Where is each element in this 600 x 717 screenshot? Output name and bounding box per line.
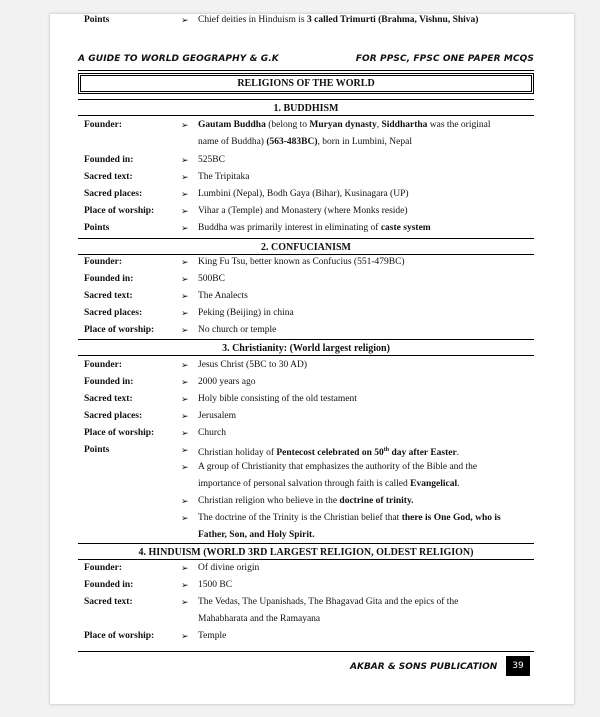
row-value-line: Holy bible consisting of the old testament bbox=[198, 394, 357, 404]
row-label: Sacred places: bbox=[84, 308, 143, 318]
bullet-arrow-icon: ➢ bbox=[181, 462, 189, 472]
row-value-line: King Fu Tsu, better known as Confucius (551-479BC) bbox=[198, 257, 405, 267]
row-value-line: The doctrine of the Trinity is the Christian belief that there is One God, who is bbox=[198, 513, 501, 523]
row-label: Points bbox=[84, 15, 110, 25]
row-value-line: Christian religion who believe in the doctrine of trinity. bbox=[198, 496, 414, 506]
row-value-line: 2000 years ago bbox=[198, 377, 256, 387]
row-value-line: The Analects bbox=[198, 291, 248, 301]
bullet-arrow-icon: ➢ bbox=[181, 580, 189, 590]
row-label: Place of worship: bbox=[84, 206, 155, 216]
row-value-line: No church or temple bbox=[198, 325, 277, 335]
row-label: Sacred text: bbox=[84, 172, 133, 182]
row-value-line: The Tripitaka bbox=[198, 172, 250, 182]
row-label: Founder: bbox=[84, 563, 122, 573]
bullet-arrow-icon: ➢ bbox=[181, 172, 189, 182]
bullet-arrow-icon: ➢ bbox=[181, 189, 189, 199]
bullet-arrow-icon: ➢ bbox=[181, 428, 189, 438]
row-value-line: Christian holiday of Pentecost celebrated on 50th day after Easter. bbox=[198, 447, 460, 459]
header-divider bbox=[78, 70, 534, 71]
row-value-line: The Vedas, The Upanishads, The Bhagavad Gita and the epics of the bbox=[198, 597, 459, 607]
footer-divider bbox=[78, 651, 534, 652]
row-value-line: Lumbini (Nepal), Bodh Gaya (Bihar), Kusinagara (UP) bbox=[198, 189, 409, 199]
bullet-arrow-icon: ➢ bbox=[181, 223, 189, 233]
row-label: Points bbox=[84, 445, 110, 455]
row-label: Founder: bbox=[84, 360, 122, 370]
page-header bbox=[78, 54, 534, 68]
bullet-arrow-icon: ➢ bbox=[181, 377, 189, 387]
bullet-arrow-icon: ➢ bbox=[181, 394, 189, 404]
row-value-line: Jesus Christ (5BC to 30 AD) bbox=[198, 360, 307, 370]
row-label: Place of worship: bbox=[84, 428, 155, 438]
row-label: Sacred places: bbox=[84, 411, 143, 421]
header-book-title: A GUIDE TO WORLD GEOGRAPHY & G.K bbox=[78, 54, 279, 64]
row-value-line: Peking (Beijing) in china bbox=[198, 308, 294, 318]
row-value-line: 1500 BC bbox=[198, 580, 233, 590]
row-value-line: Church bbox=[198, 428, 226, 438]
row-label: Sacred places: bbox=[84, 189, 143, 199]
row-value-line: Buddha was primarily interest in eliminating of caste system bbox=[198, 223, 431, 233]
section-heading: 4. HINDUISM (WORLD 3RD LARGEST RELIGION, OLDEST RELIGION) bbox=[78, 543, 534, 560]
row-value-line: name of Buddha) (563-483BC), born in Lumbini, Nepal bbox=[198, 137, 412, 147]
bullet-arrow-icon: ➢ bbox=[181, 15, 189, 25]
bullet-arrow-icon: ➢ bbox=[181, 291, 189, 301]
row-value-line: A group of Christianity that emphasizes the authority of the Bible and the bbox=[198, 462, 478, 472]
row-label: Place of worship: bbox=[84, 325, 155, 335]
bullet-arrow-icon: ➢ bbox=[181, 206, 189, 216]
bullet-arrow-icon: ➢ bbox=[181, 257, 189, 267]
row-label: Founded in: bbox=[84, 155, 134, 165]
bullet-arrow-icon: ➢ bbox=[181, 155, 189, 165]
bullet-arrow-icon: ➢ bbox=[181, 597, 189, 607]
bullet-arrow-icon: ➢ bbox=[181, 325, 189, 335]
row-label: Founder: bbox=[84, 257, 122, 267]
document-page bbox=[50, 14, 574, 704]
row-value-line: Vihar a (Temple) and Monastery (where Monks reside) bbox=[198, 206, 408, 216]
bullet-arrow-icon: ➢ bbox=[181, 496, 189, 506]
row-value-line: Temple bbox=[198, 631, 227, 641]
row-label: Sacred text: bbox=[84, 291, 133, 301]
bullet-arrow-icon: ➢ bbox=[181, 513, 189, 523]
row-value-line: 500BC bbox=[198, 274, 225, 284]
row-value-line: importance of personal salvation through faith is called Evangelical. bbox=[198, 479, 460, 489]
row-label: Place of worship: bbox=[84, 631, 155, 641]
section-heading: 2. CONFUCIANISM bbox=[78, 238, 534, 255]
row-label: Sacred text: bbox=[84, 394, 133, 404]
row-label: Founded in: bbox=[84, 274, 134, 284]
page-title: RELIGIONS OF THE WORLD bbox=[78, 73, 534, 94]
row-label: Founded in: bbox=[84, 377, 134, 387]
row-value-line: Jerusalem bbox=[198, 411, 236, 421]
bullet-arrow-icon: ➢ bbox=[181, 563, 189, 573]
page-number: 39 bbox=[506, 656, 530, 676]
row-value-line: 525BC bbox=[198, 155, 225, 165]
header-exam-title: FOR PPSC, FPSC ONE PAPER MCQS bbox=[355, 54, 534, 64]
row-label: Sacred text: bbox=[84, 597, 133, 607]
bullet-arrow-icon: ➢ bbox=[181, 360, 189, 370]
row-value-line: Father, Son, and Holy Spirit. bbox=[198, 530, 315, 540]
bullet-arrow-icon: ➢ bbox=[181, 120, 189, 130]
bullet-arrow-icon: ➢ bbox=[181, 631, 189, 641]
section-heading: 3. Christianity: (World largest religion) bbox=[78, 339, 534, 356]
row-value-line: Of divine origin bbox=[198, 563, 260, 573]
row-value-line: Chief deities in Hinduism is 3 called Trimurti (Brahma, Vishnu, Shiva) bbox=[198, 15, 479, 25]
row-label: Founded in: bbox=[84, 580, 134, 590]
row-value-line: Gautam Buddha (belong to Muryan dynasty, Siddhartha was the original bbox=[198, 120, 491, 130]
row-label: Founder: bbox=[84, 120, 122, 130]
bullet-arrow-icon: ➢ bbox=[181, 445, 189, 455]
bullet-arrow-icon: ➢ bbox=[181, 274, 189, 284]
row-value-line: Mahabharata and the Ramayana bbox=[198, 614, 321, 624]
row-label: Points bbox=[84, 223, 110, 233]
footer-publisher: AKBAR & SONS PUBLICATION bbox=[350, 662, 498, 672]
bullet-arrow-icon: ➢ bbox=[181, 308, 189, 318]
section-heading: 1. BUDDHISM bbox=[78, 99, 534, 116]
bullet-arrow-icon: ➢ bbox=[181, 411, 189, 421]
